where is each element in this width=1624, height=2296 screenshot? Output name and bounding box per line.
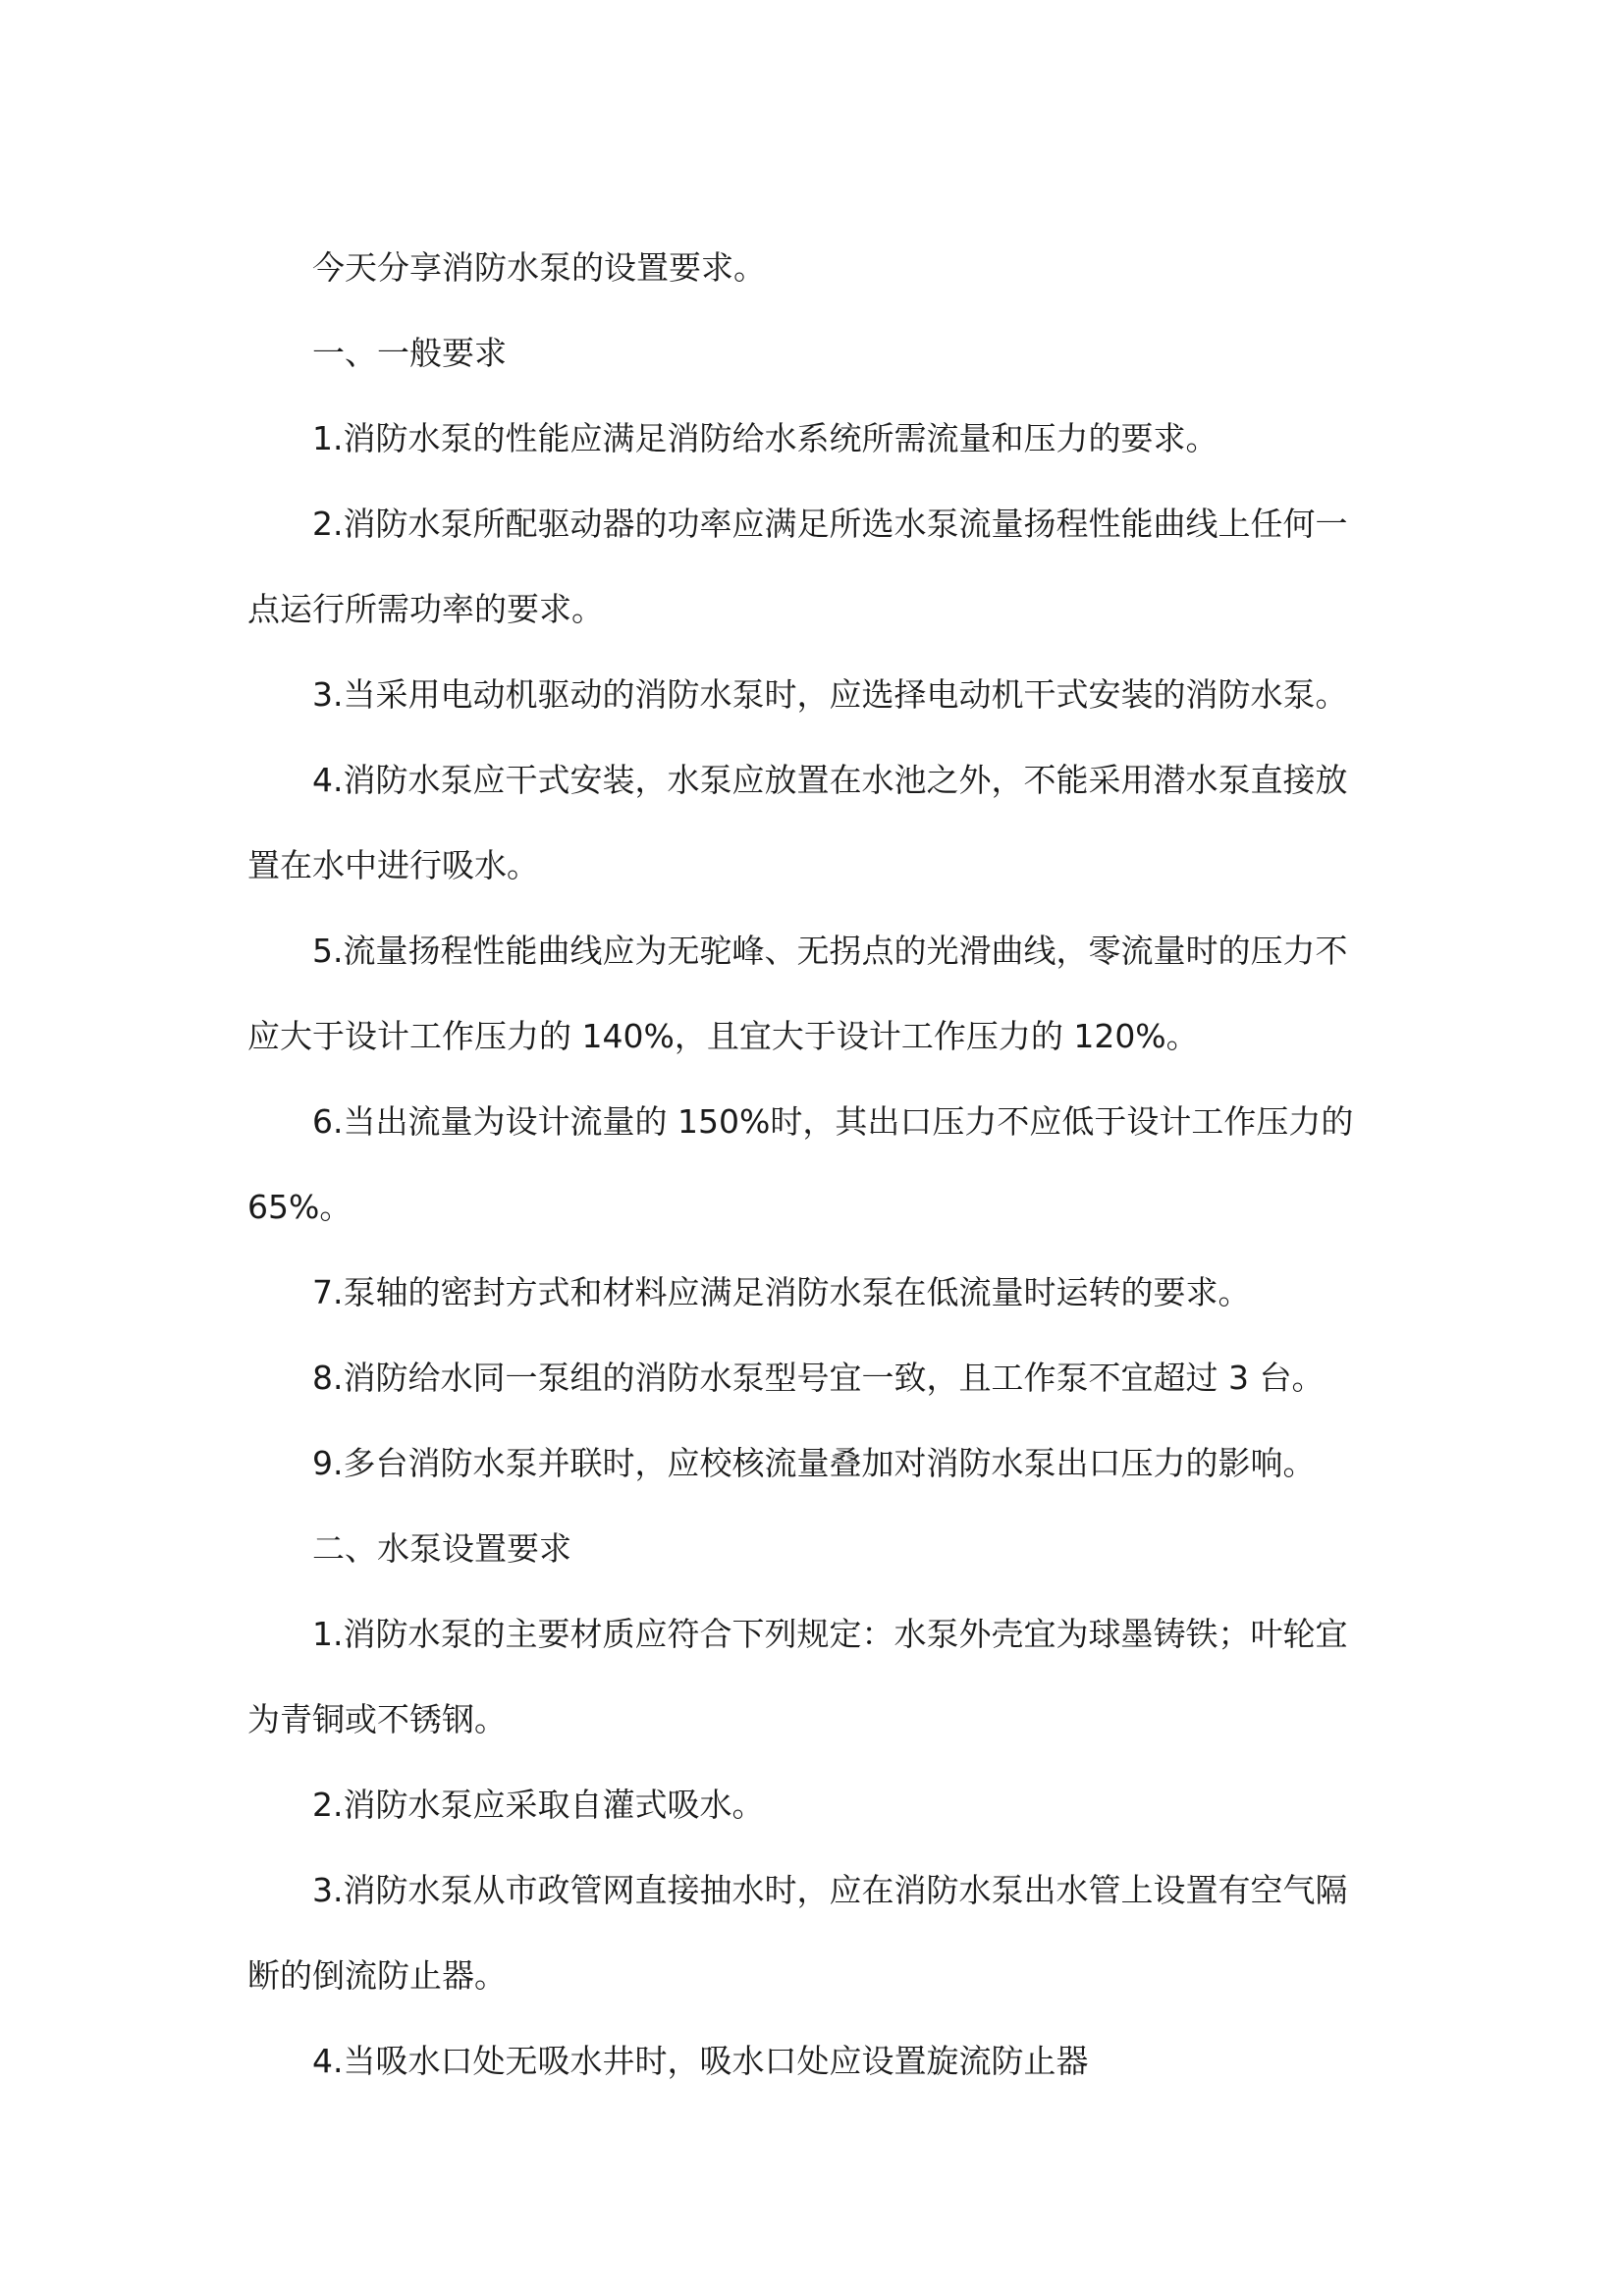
general-item-2: 2.消防水泵所配驱动器的功率应满足所选水泵流量扬程性能曲线上任何一点运行所需功率的要求。 (247, 505, 1348, 628)
general-item-4: 4.消防水泵应干式安装，水泵应放置在水池之外，不能采用潜水泵直接放置在水中进行吸水。 (247, 761, 1348, 884)
intro-paragraph: 今天分享消防水泵的设置要求。 (312, 248, 766, 287)
general-item-8: 8.消防给水同一泵组的消防水泵型号宜一致，且工作泵不宜超过 3 台。 (312, 1359, 1325, 1397)
general-item-5: 5.流量扬程性能曲线应为无驼峰、无拐点的光滑曲线，零流量时的压力不应大于设计工作压力的 140%，且宜大于设计工作压力的 120%。 (247, 932, 1348, 1055)
general-item-9: 9.多台消防水泵并联时，应校核流量叠加对消防水泵出口压力的影响。 (312, 1444, 1316, 1482)
setup-item-2: 2.消防水泵应采取自灌式吸水。 (312, 1786, 765, 1824)
setup-item-4: 4.当吸水口处无吸水井时，吸水口处应设置旋流防止器 (312, 2042, 1089, 2080)
general-item-6: 6.当出流量为设计流量的 150%时，其出口压力不应低于设计工作压力的 65%。 (247, 1102, 1354, 1226)
section-heading-pump-setup: 二、水泵设置要求 (312, 1529, 571, 1568)
section-heading-general: 一、一般要求 (312, 334, 507, 372)
general-item-1: 1.消防水泵的性能应满足消防给水系统所需流量和压力的要求。 (312, 419, 1218, 457)
setup-item-1: 1.消防水泵的主要材质应符合下列规定：水泵外壳宜为球墨铸铁；叶轮宜为青铜或不锈钢。 (247, 1615, 1348, 1738)
setup-item-3: 3.消防水泵从市政管网直接抽水时，应在消防水泵出水管上设置有空气隔断的倒流防止器。 (247, 1871, 1348, 1995)
document-body (247, 225, 1367, 2104)
general-item-3: 3.当采用电动机驱动的消防水泵时，应选择电动机干式安装的消防水泵。 (312, 675, 1348, 714)
general-item-7: 7.泵轴的密封方式和材料应满足消防水泵在低流量时运转的要求。 (312, 1273, 1251, 1311)
